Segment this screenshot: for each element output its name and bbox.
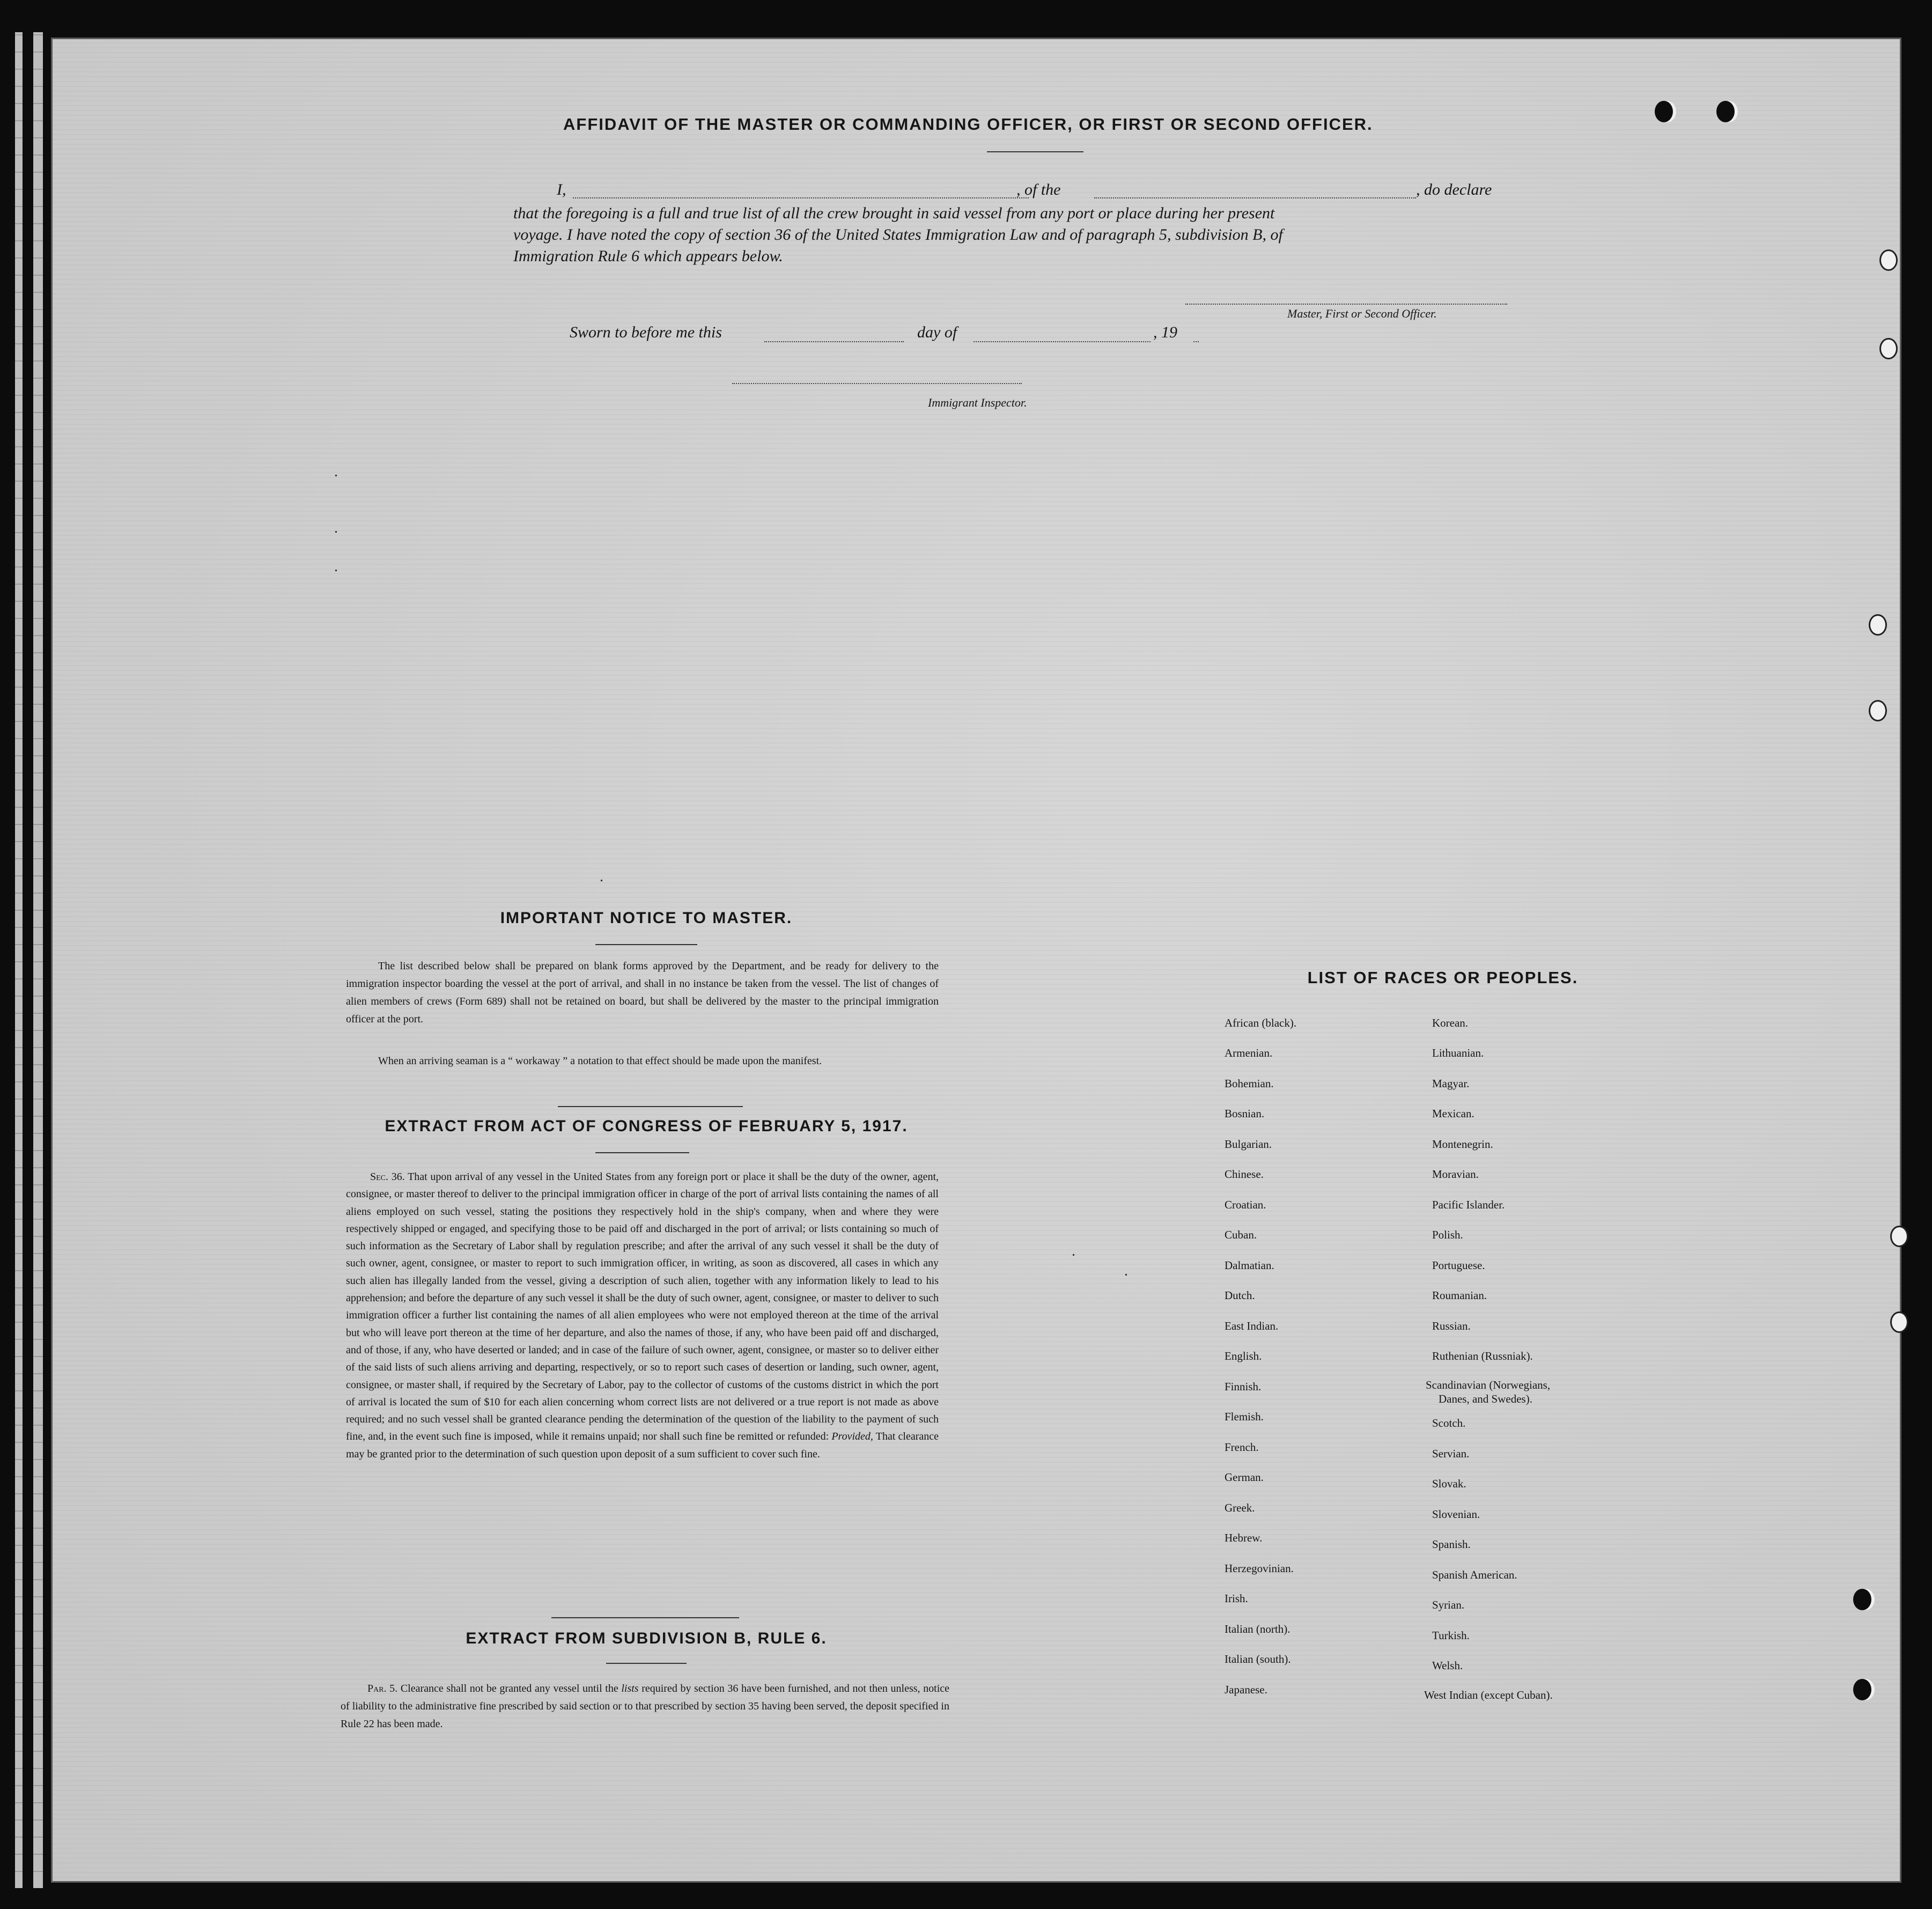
sworn-day-line xyxy=(764,341,904,342)
race-item: Scotch. xyxy=(1432,1417,1466,1429)
act-title: EXTRACT FROM ACT OF CONGRESS OF FEBRUARY 5, 1917. xyxy=(385,1117,908,1135)
punch-hole xyxy=(1853,1589,1871,1610)
rule-underline xyxy=(606,1663,687,1664)
sworn-month-line xyxy=(974,341,1151,342)
sworn-text: Sworn to before me this xyxy=(570,323,722,341)
race-item: Slovenian. xyxy=(1432,1508,1480,1521)
page-edge-strip xyxy=(15,32,23,1888)
race-item: Moravian. xyxy=(1432,1168,1479,1181)
race-item: Lithuanian. xyxy=(1432,1046,1484,1059)
race-item: Finnish. xyxy=(1225,1380,1262,1393)
race-item: Syrian. xyxy=(1432,1598,1465,1611)
paper-speck xyxy=(1125,1274,1127,1276)
act-body: That upon arrival of any vessel in the United States from any foreign port or place it shall be the duty of the owner, agent, consignee, or master thereof to deliver to the principal immigration officer in charge of the port of arrival lists containing the names of all aliens employed on such vessel, stating the positions they respectively hold in the ship's company, when and where they were respectively shipped or engaged, and specifying those to be paid off and discharged in the port of arrival; or lists containing so much of such information as the Secretary of Labor shall by regulation prescribe; and after the arrival of any such vessel it shall be the duty of such owner, agent, consignee, or master to report to such immigration officer, in writing, as soon as discovered, all cases in which any such alien has illegally landed from the vessel, giving a description of such alien, together with any information likely to lead to his apprehension; and before the departure of any such vessel it shall be the duty of such owner, agent, consignee, or master to deliver to such immigration officer a further list containing the names of all alien employees who were not employed thereon at the time of the arrival but who will leave port thereon at the time of her departure, and also the names of those, if any, who have been paid off and discharged, and of those, if any, who have deserted or landed; and in case of the failure of such owner, agent, consignee, or master so to deliver either of the said lists of such aliens arriving and departing, respectively, or so to report such cases of desertion or landing, such owner, agent, consignee, or master shall, if required by the Secretary of Labor, pay to the collector of customs of the customs district in which the port of arrival is located the sum of $10 for each alien concerning whom correct lists are not delivered or a true report is not made as above required; and no such vessel shall be granted clearance pending the determination of the question of the liability to the payment of such fine, and, in the event such fine is imposed, while it remains unpaid; nor shall such fine be remitted or refunded: xyxy=(346,1171,939,1443)
punch-hole xyxy=(1869,614,1887,636)
race-item: Dalmatian. xyxy=(1225,1259,1274,1272)
day-of-text: day of xyxy=(917,323,957,341)
section-divider xyxy=(558,1106,743,1107)
race-item: Servian. xyxy=(1432,1447,1470,1460)
punch-hole xyxy=(1890,1311,1908,1333)
paragraph-number: Par. 5. xyxy=(367,1683,398,1694)
race-item: Portuguese. xyxy=(1432,1259,1485,1272)
race-item: Bulgarian. xyxy=(1225,1138,1272,1151)
race-item: Russian. xyxy=(1432,1320,1471,1332)
affidavit-i: I, xyxy=(557,181,566,198)
race-item: Bosnian. xyxy=(1225,1107,1265,1120)
paper-speck xyxy=(335,475,337,476)
affidavit-do-declare: , do declare xyxy=(1416,181,1492,198)
race-item: Italian (south). xyxy=(1225,1653,1291,1665)
affidavit-line-3: voyage. I have noted the copy of section 36 of the United States Immigration Law and of paragraph 5, subdivision B, of xyxy=(513,226,1283,244)
race-item: East Indian. xyxy=(1225,1320,1279,1332)
name-blank-line xyxy=(573,197,1029,198)
punch-hole xyxy=(1879,249,1898,271)
affidavit-of-the: , of the xyxy=(1016,181,1061,198)
race-item: Irish. xyxy=(1225,1592,1248,1605)
race-item: West Indian (except Cuban). xyxy=(1424,1689,1553,1701)
punch-hole xyxy=(1879,338,1898,359)
race-item: Magyar. xyxy=(1432,1077,1470,1090)
notice-title: IMPORTANT NOTICE TO MASTER. xyxy=(500,909,793,927)
race-item: Greek. xyxy=(1225,1501,1255,1514)
notice-underline xyxy=(595,944,697,945)
race-item: English. xyxy=(1225,1350,1262,1362)
punch-hole xyxy=(1655,101,1673,122)
paper-speck xyxy=(335,570,337,571)
race-item: Bohemian. xyxy=(1225,1077,1274,1090)
race-item: Mexican. xyxy=(1432,1107,1474,1120)
race-item: Croatian. xyxy=(1225,1198,1266,1211)
page-edge-strip xyxy=(33,32,43,1888)
year-text: , 19 xyxy=(1153,323,1177,341)
race-item: Roumanian. xyxy=(1432,1289,1487,1302)
race-item: Flemish. xyxy=(1225,1410,1264,1423)
rule-body-b: required by section 36 have been furnished, and not then unless, notice of liability to the administrative fine prescribed by said section or to that prescribed by section 35 having been served, the deposit specified in Rule 22 has been made. xyxy=(341,1683,950,1730)
provided-text: Provided, xyxy=(831,1431,873,1443)
race-item: Pacific Islander. xyxy=(1432,1198,1505,1211)
section-divider xyxy=(551,1617,739,1618)
race-item: Welsh. xyxy=(1432,1659,1463,1672)
rule-title: EXTRACT FROM SUBDIVISION B, RULE 6. xyxy=(466,1630,827,1647)
sworn-year-line xyxy=(1193,341,1199,342)
paper-speck xyxy=(601,880,602,881)
act-underline xyxy=(595,1152,689,1153)
race-item: Dutch. xyxy=(1225,1289,1255,1302)
lists-text: lists xyxy=(621,1683,639,1694)
punch-hole xyxy=(1890,1226,1908,1247)
vessel-blank-line xyxy=(1094,197,1416,198)
race-item: African (black). xyxy=(1225,1016,1297,1029)
race-item: Polish. xyxy=(1432,1228,1463,1241)
race-item: Turkish. xyxy=(1432,1629,1470,1642)
rule-paragraph-5 xyxy=(341,1680,949,1733)
race-item: Danes, and Swedes). xyxy=(1439,1392,1532,1405)
act-section-36 xyxy=(346,1168,939,1463)
race-item: Korean. xyxy=(1432,1016,1469,1029)
title-underline xyxy=(987,151,1083,152)
race-item: Herzegovinian. xyxy=(1225,1562,1294,1575)
race-item: German. xyxy=(1225,1471,1264,1484)
affidavit-title: AFFIDAVIT OF THE MASTER OR COMMANDING OFFICER, OR FIRST OR SECOND OFFICER. xyxy=(563,115,1373,134)
affidavit-line-4: Immigration Rule 6 which appears below. xyxy=(513,247,783,265)
race-item: Scandinavian (Norwegians, xyxy=(1426,1379,1551,1391)
rule-body-a: Clearance shall not be granted any vessel until the xyxy=(400,1683,618,1694)
race-item: Italian (north). xyxy=(1225,1623,1291,1635)
race-item: Montenegrin. xyxy=(1432,1138,1493,1151)
master-label: Master, First or Second Officer. xyxy=(1287,307,1437,320)
punch-hole xyxy=(1853,1679,1871,1700)
race-item: Ruthenian (Russniak). xyxy=(1432,1350,1533,1362)
section-number: Sec. 36. xyxy=(370,1171,405,1183)
race-item: Hebrew. xyxy=(1225,1531,1263,1544)
act-body-end: That clearance may be granted prior to the determination of such question upon deposit of a sum sufficient to cover such fine. xyxy=(346,1431,939,1460)
inspector-label: Immigrant Inspector. xyxy=(928,396,1027,409)
race-item: Spanish. xyxy=(1432,1538,1471,1551)
race-item: Armenian. xyxy=(1225,1046,1273,1059)
paper-speck xyxy=(335,531,337,533)
punch-hole xyxy=(1716,101,1735,122)
race-item: Chinese. xyxy=(1225,1168,1264,1181)
race-item: Japanese. xyxy=(1225,1683,1267,1696)
paper-speck xyxy=(1073,1254,1074,1256)
punch-hole xyxy=(1869,700,1887,721)
race-item: French. xyxy=(1225,1441,1259,1454)
race-item: Cuban. xyxy=(1225,1228,1257,1241)
race-item: Spanish American. xyxy=(1432,1568,1517,1581)
notice-paragraph-1: The list described below shall be prepared on blank forms approved by the Department, and be ready for delivery to the immigration inspector boarding the vessel at the port of arrival, and shall in no instance be taken from the vessel. The list of changes of alien members of crews (Form 689) shall not be retained on board, but shall be delivered by the master to the principal immigration officer at the port. xyxy=(346,960,939,1025)
master-signature-line xyxy=(1185,304,1507,305)
document-page xyxy=(51,38,1901,1883)
affidavit-line-2: that the foregoing is a full and true list of all the crew brought in said vessel from any port or place during her present xyxy=(513,204,1275,222)
inspector-signature-line xyxy=(732,383,1022,384)
notice-paragraph-2: When an arriving seaman is a “ workaway ” a notation to that effect should be made upon the manifest. xyxy=(378,1055,822,1067)
races-title: LIST OF RACES OR PEOPLES. xyxy=(1307,968,1579,987)
race-item: Slovak. xyxy=(1432,1477,1466,1490)
